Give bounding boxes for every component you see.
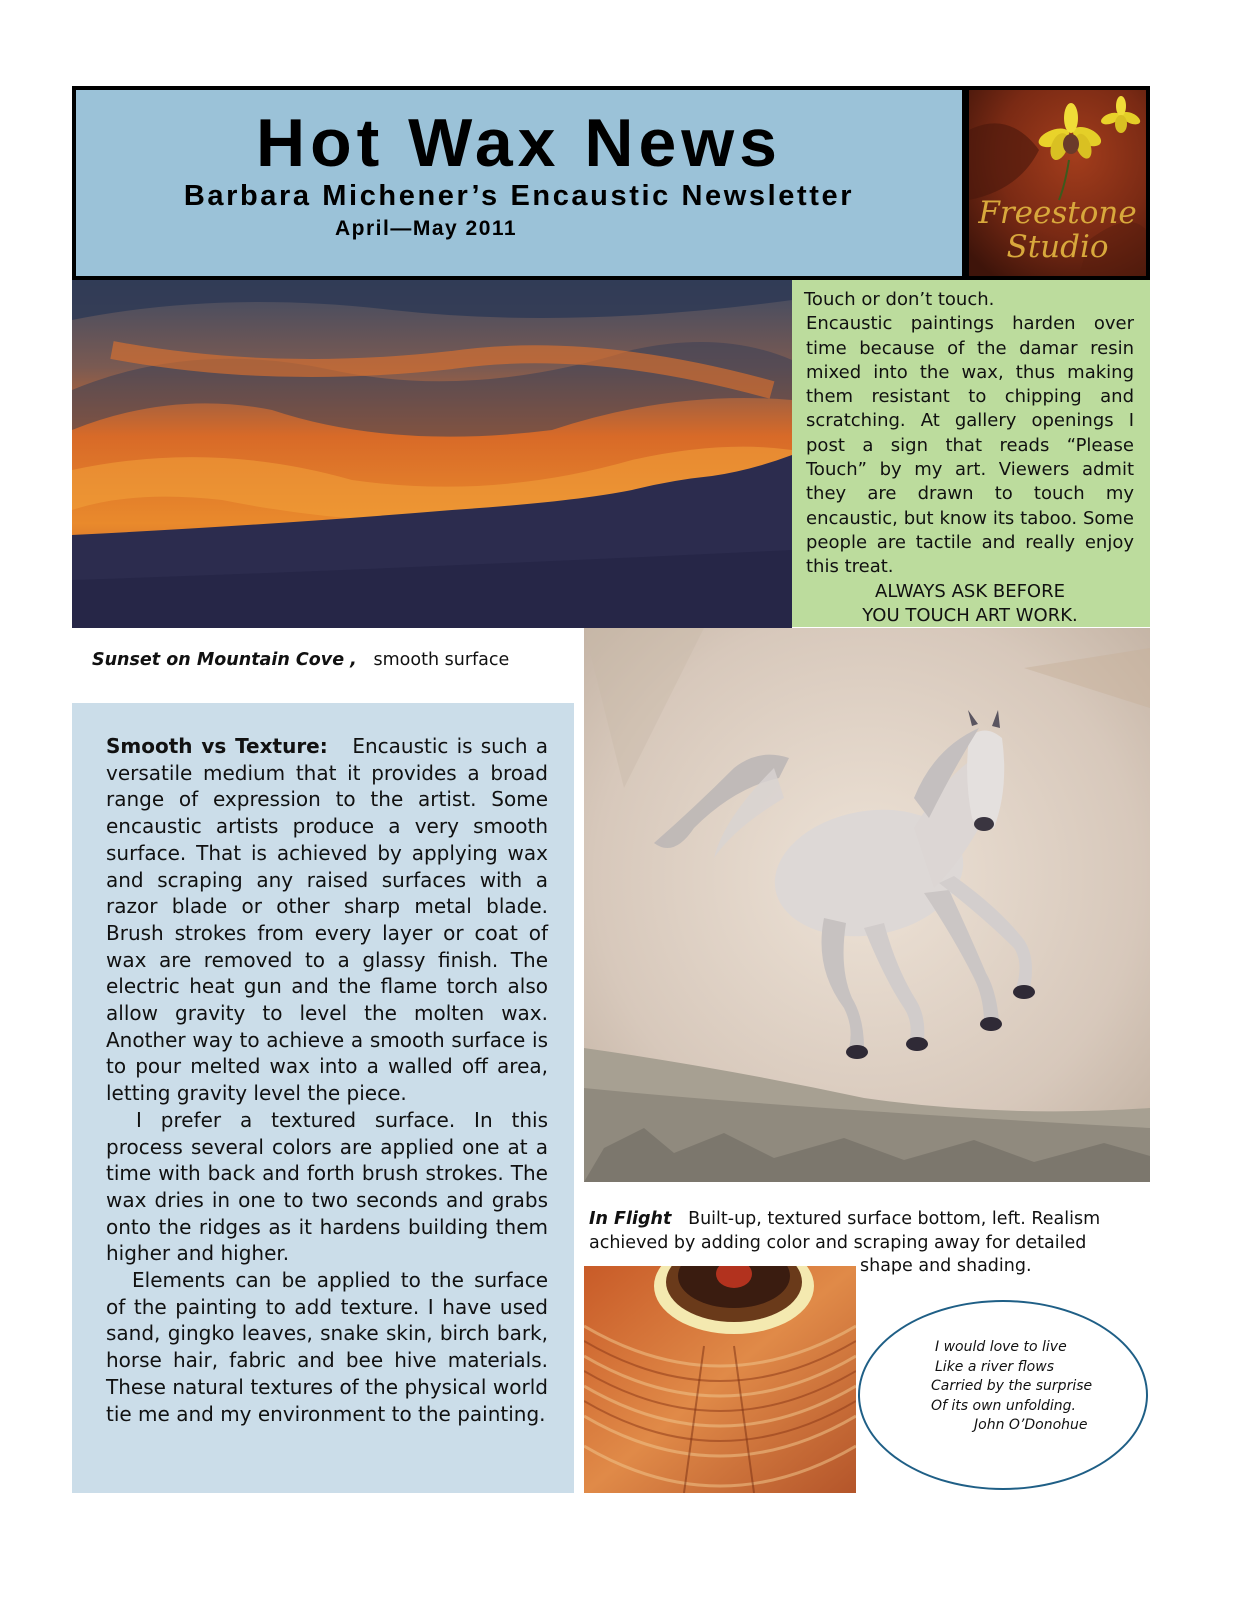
quote-line-1: I would love to live <box>935 1339 1067 1355</box>
issue-date: April—May 2011 <box>335 217 518 240</box>
in-flight-caption-text-2: shape and shading. <box>860 1256 1032 1276</box>
newsletter-subtitle: Barbara Michener’s Encaustic Newsletter <box>183 180 855 212</box>
freestone-studio-logo <box>969 90 1146 276</box>
quote-author: John O’Donohue <box>974 1417 1088 1434</box>
in-flight-caption-title: In Flight <box>589 1209 672 1229</box>
sunset-caption <box>92 650 509 670</box>
article-smooth-vs-texture <box>106 733 548 1427</box>
in-flight-caption <box>589 1207 1109 1255</box>
touch-body: Encaustic paintings harden over time because of the damar resin mixed into the wax, thus making them resistant to chipping and scratching. At gallery openings I post a sign that reads “Please Touch” by my art. Viewers admit they are drawn to touch my encaustic, but know its taboo. Some people are tactile and really enjoy this treat. <box>806 313 1134 578</box>
logo-line-1: Freestone <box>978 195 1137 231</box>
touch-warning-line-2: YOU TOUCH ART WORK. <box>862 604 1078 626</box>
newsletter-title: Hot Wax News <box>255 105 782 181</box>
article-paragraph-1: Encaustic is such a versatile medium that it provides a broad range of expression to the artist. Some encaustic artists produce a very smooth surface. That is achieved by applying wax and scraping any raised surfaces with a razor blade or other sharp metal blade. Brush strokes from every layer or coat of wax are removed to a glassy finish. The electric heat gun and the flame torch also allow gravity to level the molten wax. Another way to achieve a smooth surface is to pour melted wax into a walled off area, letting gravity level the piece. <box>106 734 548 1106</box>
logo-text <box>969 196 1146 264</box>
shell-painting <box>584 1266 856 1493</box>
touch-warning <box>806 580 1134 629</box>
sunset-caption-text: smooth surface <box>373 650 510 670</box>
quote-line-2: Like a river flows <box>935 1358 1054 1375</box>
quote-line-4: Of its own unfolding. <box>931 1397 1076 1414</box>
logo-line-2: Studio <box>1006 229 1109 265</box>
article-lead: Smooth vs Texture: <box>106 734 328 758</box>
quote-poem <box>920 1338 1140 1436</box>
in-flight-caption-text: Built-up, textured surface bottom, left. Realism achieved by adding color and scraping away for detailed <box>589 1209 1101 1253</box>
touch-info-box <box>792 280 1150 627</box>
article-paragraph-2: I prefer a textured surface. In this process several colors are applied one at a time with back and forth brush strokes. The wax dries in one to two seconds and grabs onto the ridges as it hardens building them higher and higher. <box>106 1107 548 1266</box>
article-paragraph-3: Elements can be applied to the surface of the painting to add texture. I have used sand, gingko leaves, snake skin, birch bark, horse hair, fabric and bee hive materials. These natural textures of the physical world tie me and my environment to the painting. <box>106 1268 548 1426</box>
horse-painting <box>584 628 1150 1182</box>
sunset-caption-title: Sunset on Mountain Cove , <box>92 650 357 670</box>
quote-line-3: Carried by the surprise <box>931 1378 1093 1395</box>
touch-title: Touch or don’t touch. <box>804 289 995 310</box>
sunset-painting <box>72 280 792 628</box>
touch-warning-line-1: ALWAYS ASK BEFORE <box>875 580 1065 602</box>
